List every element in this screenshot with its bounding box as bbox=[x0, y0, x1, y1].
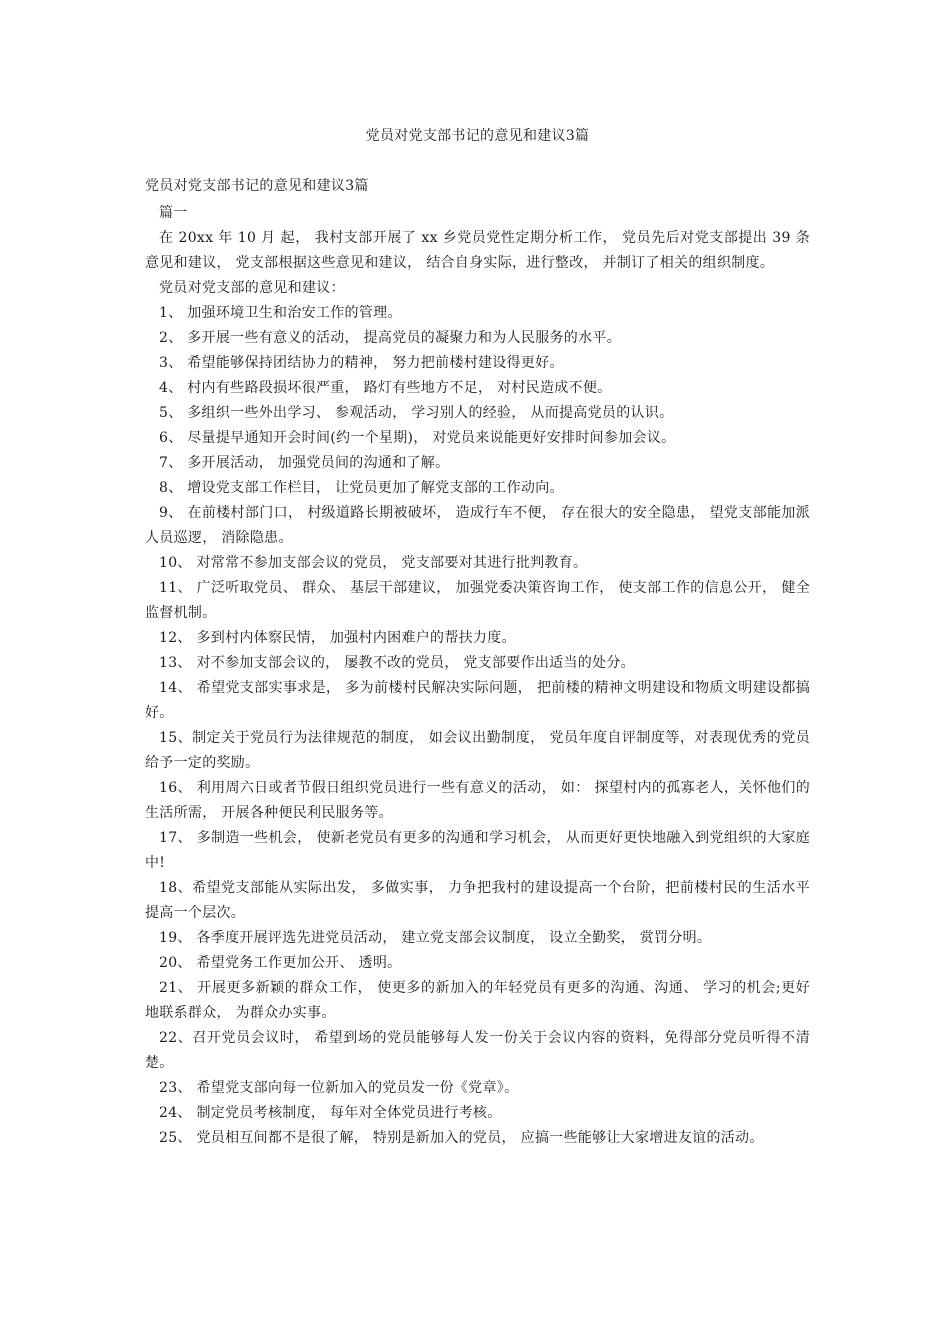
list-item: 5、 多组织一些外出学习、 参观活动， 学习别人的经验， 从而提高党员的认识。 bbox=[159, 405, 674, 421]
document-subtitle: 党员对党支部书记的意见和建议3篇 bbox=[145, 178, 369, 194]
list-item: 4、 村内有些路段损坏很严重， 路灯有些地方不足， 对村民造成不便。 bbox=[159, 380, 612, 396]
list-item: 21、 开展更多新颖的群众工作， 使更多的新加入的年轻党员有更多的沟通、沟通、 学习的机会;更好地联系群众， 为群众办实事。 bbox=[145, 980, 810, 1021]
list-item: 20、 希望党务工作更加公开、 透明。 bbox=[159, 955, 402, 971]
list-item: 2、 多开展一些有意义的活动， 提高党员的凝聚力和为人民服务的水平。 bbox=[159, 330, 622, 346]
list-item: 16、 利用周六日或者节假日组织党员进行一些有意义的活动， 如： 探望村内的孤寡老人，关怀他们的生活所需， 开展各种便民利民服务等。 bbox=[145, 780, 810, 821]
list-item: 25、 党员相互间都不是很了解， 特别是新加入的党员， 应搞一些能够让大家增进友谊的活动。 bbox=[159, 1130, 764, 1146]
document-title: 党员对党支部书记的意见和建议3篇 bbox=[365, 128, 590, 144]
list-item: 19、 各季度开展评选先进党员活动， 建立党支部会议制度， 设立全勤奖， 赏罚分明。 bbox=[159, 930, 712, 946]
section-label: 篇一 bbox=[159, 205, 188, 221]
list-heading: 党员对党支部的意见和建议： bbox=[159, 280, 345, 296]
list-item: 8、 增设党支部工作栏目， 让党员更加了解党支部的工作动向。 bbox=[159, 480, 564, 496]
list-item: 10、 对常常不参加支部会议的党员， 党支部要对其进行批判教育。 bbox=[159, 555, 588, 571]
list-item: 6、 尽量提早通知开会时间(约一个星期)， 对党员来说能更好安排时间参加会议。 bbox=[159, 430, 676, 446]
list-item: 15、制定关于党员行为法律规范的制度， 如会议出勤制度， 党员年度自评制度等，对表现优秀的党员给予一定的奖励。 bbox=[145, 730, 810, 771]
list-item: 11、 广泛听取党员、 群众、 基层干部建议， 加强党委决策咨询工作， 使支部工作的信息公开， 健全监督机制。 bbox=[145, 580, 810, 621]
intro-paragraph: 在 20xx 年 10 月 起， 我村支部开展了 xx 乡党员党性定期分析工作， 党员先后对党支部提出 39 条意见和建议， 党支部根据这些意见和建议， 结合自身实际，进行整改， 并制订了相关的组织制度。 bbox=[145, 230, 810, 271]
list-item: 14、 希望党支部实事求是， 多为前楼村民解决实际问题， 把前楼的精神文明建设和物质文明建设都搞好。 bbox=[145, 680, 810, 721]
list-item: 3、 希望能够保持团结协力的精神， 努力把前楼村建设得更好。 bbox=[159, 355, 564, 371]
list-item: 13、 对不参加支部会议的， 屡教不改的党员， 党支部要作出适当的处分。 bbox=[159, 655, 635, 671]
list-item: 9、 在前楼村部门口， 村级道路长期被破坏， 造成行车不便， 存在很大的安全隐患， 望党支部能加派人员巡逻， 消除隐患。 bbox=[145, 505, 810, 546]
list-item: 1、 加强环境卫生和治安工作的管理。 bbox=[159, 305, 402, 321]
list-item: 18、希望党支部能从实际出发， 多做实事， 力争把我村的建设提高一个台阶，把前楼村民的生活水平提高一个层次。 bbox=[145, 880, 810, 921]
list-item: 7、 多开展活动， 加强党员间的沟通和了解。 bbox=[159, 455, 450, 471]
list-item: 23、 希望党支部向每一位新加入的党员发一份《党章》。 bbox=[159, 1080, 519, 1096]
list-item: 17、 多制造一些机会， 使新老党员有更多的沟通和学习机会， 从而更好更快地融入到党组织的大家庭中! bbox=[145, 830, 810, 871]
list-item: 22、召开党员会议时， 希望到场的党员能够每人发一份关于会议内容的资料，免得部分党员听得不清楚。 bbox=[145, 1030, 810, 1071]
list-item: 12、 多到村内体察民情， 加强村内困难户的帮扶力度。 bbox=[159, 630, 516, 646]
document-body bbox=[145, 201, 810, 1151]
list-item: 24、 制定党员考核制度， 每年对全体党员进行考核。 bbox=[159, 1105, 502, 1121]
